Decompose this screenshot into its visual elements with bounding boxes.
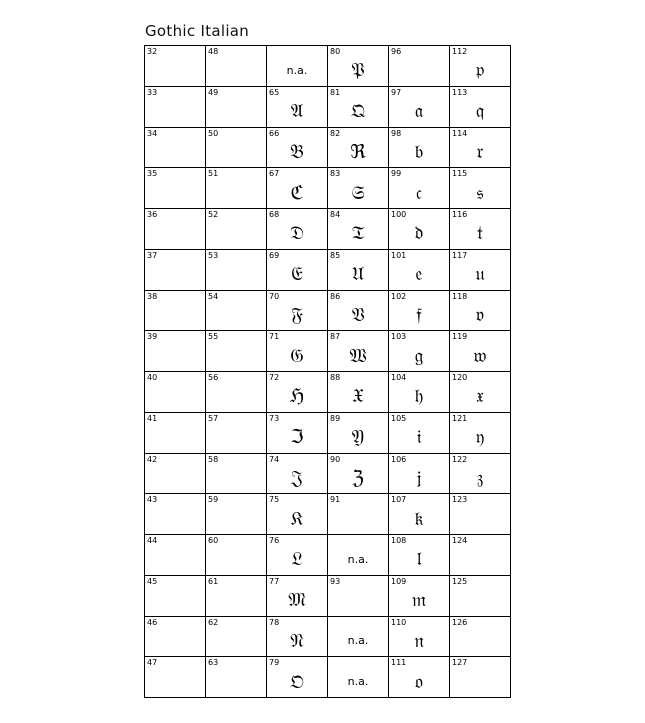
glyph-sample: 𝔗	[351, 222, 365, 245]
char-code-label: 101	[391, 250, 407, 260]
char-code-label: 51	[208, 169, 219, 179]
glyph-cell	[267, 331, 328, 372]
char-code-label: 86	[330, 291, 341, 301]
glyph-cell	[267, 209, 328, 250]
char-code-label: 73	[269, 413, 280, 423]
char-code-label: 90	[330, 454, 341, 464]
char-code-label: 84	[330, 210, 341, 219]
glyph-cell	[206, 209, 267, 250]
glyph-sample	[450, 585, 510, 616]
glyph-cell	[145, 168, 206, 209]
char-code-label: 126	[452, 617, 468, 627]
glyph-sample: 𝔄	[290, 100, 304, 123]
glyph-cell	[267, 168, 328, 209]
char-code-label: 78	[269, 617, 280, 627]
glyph-cell	[206, 250, 267, 291]
char-code-label: 114	[452, 128, 468, 138]
glyph-cell	[206, 413, 267, 454]
glyph-sample	[206, 137, 266, 168]
char-code-label: 99	[391, 169, 402, 179]
char-code-label: 112	[452, 47, 468, 56]
glyph-cell	[206, 494, 267, 535]
glyph-sample: 𝔢	[415, 263, 423, 286]
glyph-cell	[389, 372, 450, 413]
glyph-sample: 𝔨	[414, 507, 424, 530]
glyph-cell	[389, 617, 450, 658]
glyph-cell	[145, 46, 206, 87]
glyph-sample: 𝔰	[476, 181, 484, 204]
glyph-sample	[206, 96, 266, 127]
char-code-label: 113	[452, 87, 468, 97]
glyph-sample: 𝔈	[291, 263, 303, 286]
glyph-sample: 𝔇	[289, 222, 305, 245]
glyph-sample: 𝔬	[415, 670, 423, 693]
char-code-label: 89	[330, 413, 341, 423]
glyph-sample: 𝔧	[416, 466, 422, 489]
glyph-cell	[389, 128, 450, 169]
char-code-label: 116	[452, 210, 468, 219]
glyph-sample: 𝔓	[351, 59, 365, 82]
glyph-sample: 𝔯	[476, 140, 484, 163]
char-code-label: 62	[208, 617, 219, 627]
glyph-cell	[206, 331, 267, 372]
glyph-sample	[328, 585, 388, 616]
glyph-cell	[206, 168, 267, 209]
glyph-sample	[206, 300, 266, 331]
glyph-sample: 𝔜	[351, 426, 365, 449]
glyph-cell	[450, 291, 511, 332]
char-code-label: 119	[452, 332, 468, 342]
glyph-sample	[145, 259, 205, 290]
char-code-label: 118	[452, 291, 468, 301]
glyph-sample: 𝔊	[290, 344, 304, 367]
glyph-cell	[389, 576, 450, 617]
char-code-label: 48	[208, 47, 219, 56]
glyph-sample	[145, 218, 205, 249]
glyph-cell	[328, 576, 389, 617]
glyph-sample: 𝔑	[290, 629, 304, 652]
glyph-cell	[328, 250, 389, 291]
char-code-label: 49	[208, 87, 219, 97]
glyph-sample	[145, 666, 205, 697]
glyph-cell	[145, 209, 206, 250]
char-code-label: 74	[269, 454, 280, 464]
char-code-label: 115	[452, 169, 468, 179]
glyph-sample	[206, 259, 266, 290]
glyph-cell	[389, 657, 450, 698]
glyph-cell	[328, 128, 389, 169]
not-available-label: n.a.	[347, 634, 369, 648]
glyph-sample: 𝔱	[477, 222, 483, 245]
glyph-sample: 𝔣	[416, 303, 422, 326]
char-code-label: 58	[208, 454, 219, 464]
char-code-label: 103	[391, 332, 407, 342]
glyph-sample: 𝔟	[414, 140, 424, 163]
glyph-cell	[389, 250, 450, 291]
char-code-label: 47	[147, 658, 158, 668]
glyph-sample: 𝔪	[411, 589, 427, 612]
glyph-sample	[145, 177, 205, 208]
glyph-sample: 𝔉	[290, 303, 304, 326]
glyph-cell	[450, 657, 511, 698]
glyph-cell	[267, 657, 328, 698]
glyph-sample: 𝔭	[475, 59, 485, 82]
glyph-sample: ℨ	[352, 466, 364, 489]
glyph-cell	[450, 250, 511, 291]
glyph-cell	[328, 454, 389, 495]
char-code-label: 102	[391, 291, 407, 301]
glyph-sample: 𝔒	[289, 670, 305, 693]
glyph-cell	[145, 413, 206, 454]
glyph-sample	[145, 340, 205, 371]
glyph-cell	[389, 413, 450, 454]
char-code-label: 55	[208, 332, 219, 342]
glyph-sample: 𝔶	[475, 426, 485, 449]
glyph-cell	[389, 168, 450, 209]
glyph-cell	[206, 291, 267, 332]
glyph-sample	[145, 422, 205, 453]
glyph-sample: 𝔷	[476, 466, 484, 489]
char-code-label: 85	[330, 250, 341, 260]
chart-title: Gothic Italian	[145, 22, 250, 40]
glyph-cell	[450, 535, 511, 576]
character-table	[144, 45, 511, 698]
char-code-label: 75	[269, 495, 280, 505]
char-code-label: 68	[269, 210, 280, 219]
glyph-sample: 𝔐	[288, 589, 306, 612]
glyph-cell	[328, 87, 389, 128]
char-code-label: 105	[391, 413, 407, 423]
glyph-cell	[328, 46, 389, 87]
glyph-cell	[206, 372, 267, 413]
glyph-cell	[328, 331, 389, 372]
glyph-cell	[450, 128, 511, 169]
glyph-sample: 𝔴	[473, 344, 487, 367]
glyph-cell	[206, 454, 267, 495]
glyph-sample: 𝔥	[414, 385, 424, 408]
glyph-cell	[328, 413, 389, 454]
glyph-cell	[206, 46, 267, 87]
glyph-cell	[389, 87, 450, 128]
glyph-cell	[267, 87, 328, 128]
glyph-sample	[145, 585, 205, 616]
glyph-sample: ℌ	[289, 385, 305, 408]
char-code-label: 76	[269, 536, 280, 545]
glyph-sample	[145, 503, 205, 534]
char-code-label: 125	[452, 576, 468, 586]
char-code-label: 79	[269, 658, 280, 668]
char-code-label: 117	[452, 250, 468, 260]
char-code-label: 50	[208, 128, 219, 138]
glyph-sample: 𝔛	[352, 385, 364, 408]
glyph-cell	[206, 87, 267, 128]
char-code-label: 59	[208, 495, 219, 505]
glyph-cell	[450, 87, 511, 128]
glyph-cell	[328, 209, 389, 250]
glyph-sample: 𝔔	[350, 100, 366, 123]
glyph-cell	[145, 657, 206, 698]
char-code-label: 38	[147, 291, 158, 301]
glyph-cell	[389, 209, 450, 250]
glyph-cell	[206, 535, 267, 576]
glyph-sample: 𝔎	[290, 507, 304, 530]
char-code-label: 107	[391, 495, 407, 505]
glyph-sample	[206, 55, 266, 86]
char-code-label: 69	[269, 250, 280, 260]
char-code-label: 53	[208, 250, 219, 260]
char-code-label: 106	[391, 454, 407, 464]
char-code-label: 60	[208, 536, 219, 545]
glyph-sample: 𝔡	[414, 222, 424, 245]
glyph-sample: 𝔩	[416, 548, 422, 571]
char-code-label: 67	[269, 169, 280, 179]
glyph-cell	[267, 291, 328, 332]
glyph-sample	[206, 585, 266, 616]
glyph-sample	[145, 544, 205, 575]
glyph-cell	[450, 168, 511, 209]
glyph-sample	[145, 626, 205, 657]
glyph-cell	[450, 46, 511, 87]
glyph-sample	[145, 381, 205, 412]
char-code-label: 108	[391, 536, 407, 545]
char-code-label: 100	[391, 210, 407, 219]
glyph-cell	[267, 454, 328, 495]
glyph-cell	[389, 46, 450, 87]
glyph-cell	[267, 617, 328, 658]
glyph-cell	[328, 617, 389, 658]
glyph-cell	[450, 372, 511, 413]
char-code-label: 124	[452, 536, 468, 545]
glyph-sample	[389, 55, 449, 86]
glyph-cell	[389, 331, 450, 372]
glyph-sample: 𝔘	[351, 263, 365, 286]
char-code-label: 37	[147, 250, 158, 260]
char-code-label: 56	[208, 373, 219, 382]
char-code-label: 40	[147, 373, 158, 382]
glyph-sample: 𝔮	[475, 100, 485, 123]
char-code-label: 33	[147, 87, 158, 97]
glyph-sample	[450, 626, 510, 657]
char-code-label: 45	[147, 576, 158, 586]
glyph-sample: ℑ	[290, 426, 304, 449]
char-code-label: 98	[391, 128, 402, 138]
glyph-cell	[328, 535, 389, 576]
glyph-sample	[145, 300, 205, 331]
char-code-label: 97	[391, 87, 402, 97]
glyph-cell	[328, 291, 389, 332]
glyph-cell	[145, 535, 206, 576]
glyph-cell	[267, 413, 328, 454]
glyph-cell	[206, 617, 267, 658]
glyph-sample: 𝔲	[475, 263, 485, 286]
glyph-cell	[389, 494, 450, 535]
char-code-label: 127	[452, 658, 468, 668]
glyph-sample	[450, 544, 510, 575]
glyph-sample: 𝔙	[351, 303, 365, 326]
char-code-label: 46	[147, 617, 158, 627]
char-code-label: 121	[452, 413, 468, 423]
char-code-label: 42	[147, 454, 158, 464]
glyph-cell	[145, 576, 206, 617]
glyph-cell	[328, 657, 389, 698]
char-code-label: 65	[269, 87, 280, 97]
char-code-label: 71	[269, 332, 280, 342]
glyph-cell	[267, 128, 328, 169]
char-code-label: 57	[208, 413, 219, 423]
glyph-cell	[267, 494, 328, 535]
glyph-sample	[450, 503, 510, 534]
char-code-label: 44	[147, 536, 158, 545]
char-code-label: 82	[330, 128, 341, 138]
char-code-label: 32	[147, 47, 158, 56]
glyph-cell	[450, 494, 511, 535]
glyph-cell	[450, 454, 511, 495]
char-code-label: 109	[391, 576, 407, 586]
not-available-label: n.a.	[347, 552, 369, 566]
glyph-sample	[206, 422, 266, 453]
char-code-label: 54	[208, 291, 219, 301]
glyph-cell	[267, 576, 328, 617]
char-code-label: 88	[330, 373, 341, 382]
glyph-cell	[145, 128, 206, 169]
char-code-label: 61	[208, 576, 219, 586]
char-code-label: 120	[452, 373, 468, 382]
glyph-cell	[145, 372, 206, 413]
glyph-sample: 𝔵	[476, 385, 484, 408]
char-code-label: 123	[452, 495, 468, 505]
glyph-cell	[450, 617, 511, 658]
glyph-sample	[328, 503, 388, 534]
char-code-label: 52	[208, 210, 219, 219]
glyph-sample: 𝔤	[414, 344, 424, 367]
glyph-cell	[267, 250, 328, 291]
glyph-cell	[450, 209, 511, 250]
glyph-sample: ℭ	[290, 181, 304, 204]
not-available-label: n.a.	[347, 675, 369, 689]
char-code-label: 77	[269, 576, 280, 586]
glyph-cell	[145, 617, 206, 658]
glyph-sample: 𝔏	[291, 548, 303, 571]
glyph-sample	[145, 96, 205, 127]
glyph-cell	[328, 372, 389, 413]
glyph-cell	[389, 291, 450, 332]
glyph-cell	[450, 576, 511, 617]
char-code-label: 35	[147, 169, 158, 179]
glyph-sample	[206, 503, 266, 534]
glyph-sample: 𝔳	[475, 303, 485, 326]
glyph-sample	[145, 463, 205, 494]
glyph-sample: ℜ	[350, 140, 366, 163]
char-code-label: 41	[147, 413, 158, 423]
glyph-sample: 𝔅	[290, 140, 304, 163]
glyph-sample	[206, 666, 266, 697]
glyph-cell	[145, 454, 206, 495]
glyph-cell	[267, 535, 328, 576]
char-code-label: 72	[269, 373, 280, 382]
glyph-sample: 𝔞	[414, 100, 424, 123]
glyph-sample	[206, 218, 266, 249]
glyph-sample	[206, 381, 266, 412]
glyph-cell	[145, 494, 206, 535]
glyph-sample: 𝔦	[416, 426, 422, 449]
glyph-cell	[450, 331, 511, 372]
glyph-sample	[206, 544, 266, 575]
char-code-label: 104	[391, 373, 407, 382]
char-code-label: 91	[330, 495, 341, 505]
glyph-sample: 𝔠	[416, 181, 422, 204]
char-code-label: 110	[391, 617, 407, 627]
not-available-label: n.a.	[286, 63, 308, 77]
glyph-sample	[206, 463, 266, 494]
char-code-label: 80	[330, 47, 341, 56]
glyph-cell	[328, 168, 389, 209]
glyph-sample	[145, 55, 205, 86]
glyph-cell	[206, 576, 267, 617]
glyph-sample	[206, 177, 266, 208]
char-code-label: 36	[147, 210, 158, 219]
char-code-label: 66	[269, 128, 280, 138]
char-code-label: 81	[330, 87, 341, 97]
glyph-sample: 𝔍	[291, 466, 303, 489]
glyph-cell	[145, 291, 206, 332]
char-code-label: 43	[147, 495, 158, 505]
glyph-cell	[389, 535, 450, 576]
char-code-label: 70	[269, 291, 280, 301]
glyph-sample	[206, 626, 266, 657]
char-code-label: 111	[391, 658, 407, 668]
glyph-cell	[267, 46, 328, 87]
char-code-label: 34	[147, 128, 158, 138]
glyph-sample: 𝔖	[351, 181, 365, 204]
char-code-label: 63	[208, 658, 219, 668]
glyph-sample	[145, 137, 205, 168]
char-code-label: 96	[391, 47, 402, 56]
glyph-sample	[450, 666, 510, 697]
glyph-cell	[145, 250, 206, 291]
glyph-cell	[145, 331, 206, 372]
glyph-cell	[267, 372, 328, 413]
glyph-cell	[145, 87, 206, 128]
glyph-cell	[206, 657, 267, 698]
char-code-label: 87	[330, 332, 341, 342]
glyph-cell	[328, 494, 389, 535]
char-code-label: 39	[147, 332, 158, 342]
char-code-label: 122	[452, 454, 468, 464]
glyph-cell	[450, 413, 511, 454]
glyph-sample: 𝔚	[349, 344, 367, 367]
char-code-label: 83	[330, 169, 341, 179]
glyph-sample: 𝔫	[414, 629, 424, 652]
glyph-sample	[206, 340, 266, 371]
char-code-label: 93	[330, 576, 341, 586]
glyph-cell	[389, 454, 450, 495]
glyph-cell	[206, 128, 267, 169]
